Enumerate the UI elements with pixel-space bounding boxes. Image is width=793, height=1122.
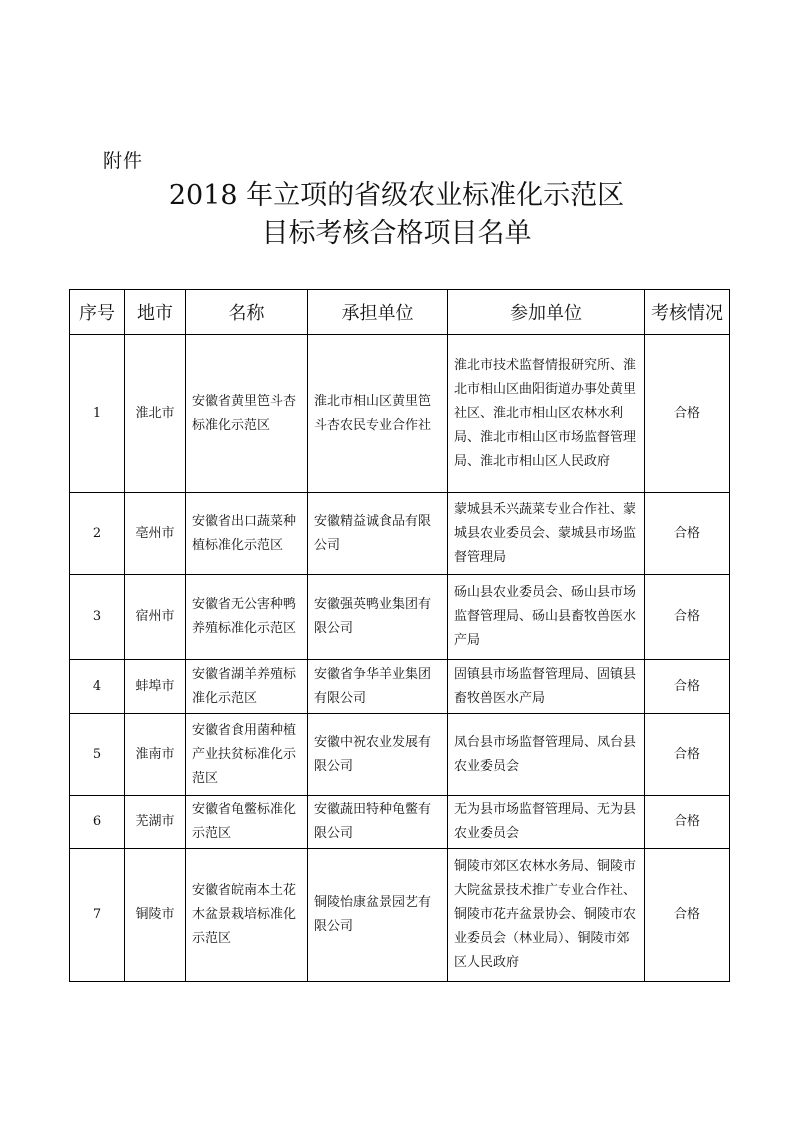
row-city: 芜湖市 bbox=[125, 796, 186, 849]
row-undertaking-unit: 安徽强英鸭业集团有限公司 bbox=[308, 575, 448, 660]
row-serial-number: 2 bbox=[70, 493, 125, 575]
row-serial-number: 4 bbox=[70, 660, 125, 714]
row-undertaking-unit: 淮北市相山区黄里笆斗杏农民专业合作社 bbox=[308, 335, 448, 493]
row-name: 安徽省湖羊养殖标准化示范区 bbox=[186, 660, 308, 714]
qualified-projects-table bbox=[69, 289, 730, 982]
row-serial-number: 7 bbox=[70, 849, 125, 982]
row-assessment-result: 合格 bbox=[645, 493, 730, 575]
row-serial-number: 6 bbox=[70, 796, 125, 849]
row-undertaking-unit: 铜陵怡康盆景园艺有限公司 bbox=[308, 849, 448, 982]
header-city: 地市 bbox=[125, 290, 186, 335]
header-assessment-result: 考核情况 bbox=[645, 290, 730, 335]
row-name: 安徽省皖南本土花木盆景栽培标准化示范区 bbox=[186, 849, 308, 982]
row-assessment-result: 合格 bbox=[645, 849, 730, 982]
header-name: 名称 bbox=[186, 290, 308, 335]
row-undertaking-unit: 安徽省争华羊业集团有限公司 bbox=[308, 660, 448, 714]
row-city: 淮北市 bbox=[125, 335, 186, 493]
row-participating-units: 固镇县市场监督管理局、固镇县畜牧兽医水产局 bbox=[448, 660, 645, 714]
row-participating-units: 砀山县农业委员会、砀山县市场监督管理局、砀山县畜牧兽医水产局 bbox=[448, 575, 645, 660]
row-undertaking-unit: 安徽中祝农业发展有限公司 bbox=[308, 714, 448, 796]
row-serial-number: 5 bbox=[70, 714, 125, 796]
row-name: 安徽省食用菌种植产业扶贫标准化示范区 bbox=[186, 714, 308, 796]
attachment-label: 附件 bbox=[103, 150, 144, 172]
row-assessment-result: 合格 bbox=[645, 575, 730, 660]
table-row bbox=[70, 849, 730, 982]
table-row bbox=[70, 796, 730, 849]
row-undertaking-unit: 安徽蔬田特种龟鳖有限公司 bbox=[308, 796, 448, 849]
row-serial-number: 1 bbox=[70, 335, 125, 493]
document-title-line-2: 目标考核合格项目名单 bbox=[261, 218, 532, 249]
table-row bbox=[70, 493, 730, 575]
row-participating-units: 铜陵市郊区农林水务局、铜陵市大院盆景技术推广专业合作社、铜陵市花卉盆景协会、铜陵市农业委员会（林业局）、铜陵市郊区人民政府 bbox=[448, 849, 645, 982]
row-undertaking-unit: 安徽精益诚食品有限公司 bbox=[308, 493, 448, 575]
header-undertaking-unit: 承担单位 bbox=[308, 290, 448, 335]
row-participating-units: 蒙城县禾兴蔬菜专业合作社、蒙城县农业委员会、蒙城县市场监督管理局 bbox=[448, 493, 645, 575]
table-header-row bbox=[70, 290, 730, 335]
row-name: 安徽省无公害种鸭养殖标准化示范区 bbox=[186, 575, 308, 660]
row-name: 安徽省黄里笆斗杏标准化示范区 bbox=[186, 335, 308, 493]
row-city: 铜陵市 bbox=[125, 849, 186, 982]
header-participating-units: 参加单位 bbox=[448, 290, 645, 335]
table-row bbox=[70, 575, 730, 660]
row-serial-number: 3 bbox=[70, 575, 125, 660]
document-title-line-1: 2018 年立项的省级农业标准化示范区 bbox=[168, 180, 625, 211]
row-assessment-result: 合格 bbox=[645, 660, 730, 714]
row-participating-units: 凤台县市场监督管理局、凤台县农业委员会 bbox=[448, 714, 645, 796]
row-assessment-result: 合格 bbox=[645, 714, 730, 796]
row-city: 蚌埠市 bbox=[125, 660, 186, 714]
row-city: 宿州市 bbox=[125, 575, 186, 660]
table-row bbox=[70, 714, 730, 796]
row-participating-units: 淮北市技术监督情报研究所、淮北市相山区曲阳街道办事处黄里社区、淮北市相山区农林水利局、淮北市相山区市场监督管理局、淮北市相山区人民政府 bbox=[448, 335, 645, 493]
row-assessment-result: 合格 bbox=[645, 796, 730, 849]
row-assessment-result: 合格 bbox=[645, 335, 730, 493]
table-row bbox=[70, 335, 730, 493]
header-serial-number: 序号 bbox=[70, 290, 125, 335]
row-participating-units: 无为县市场监督管理局、无为县农业委员会 bbox=[448, 796, 645, 849]
row-city: 淮南市 bbox=[125, 714, 186, 796]
table-row bbox=[70, 660, 730, 714]
row-city: 亳州市 bbox=[125, 493, 186, 575]
row-name: 安徽省出口蔬菜种植标准化示范区 bbox=[186, 493, 308, 575]
row-name: 安徽省龟鳖标准化示范区 bbox=[186, 796, 308, 849]
